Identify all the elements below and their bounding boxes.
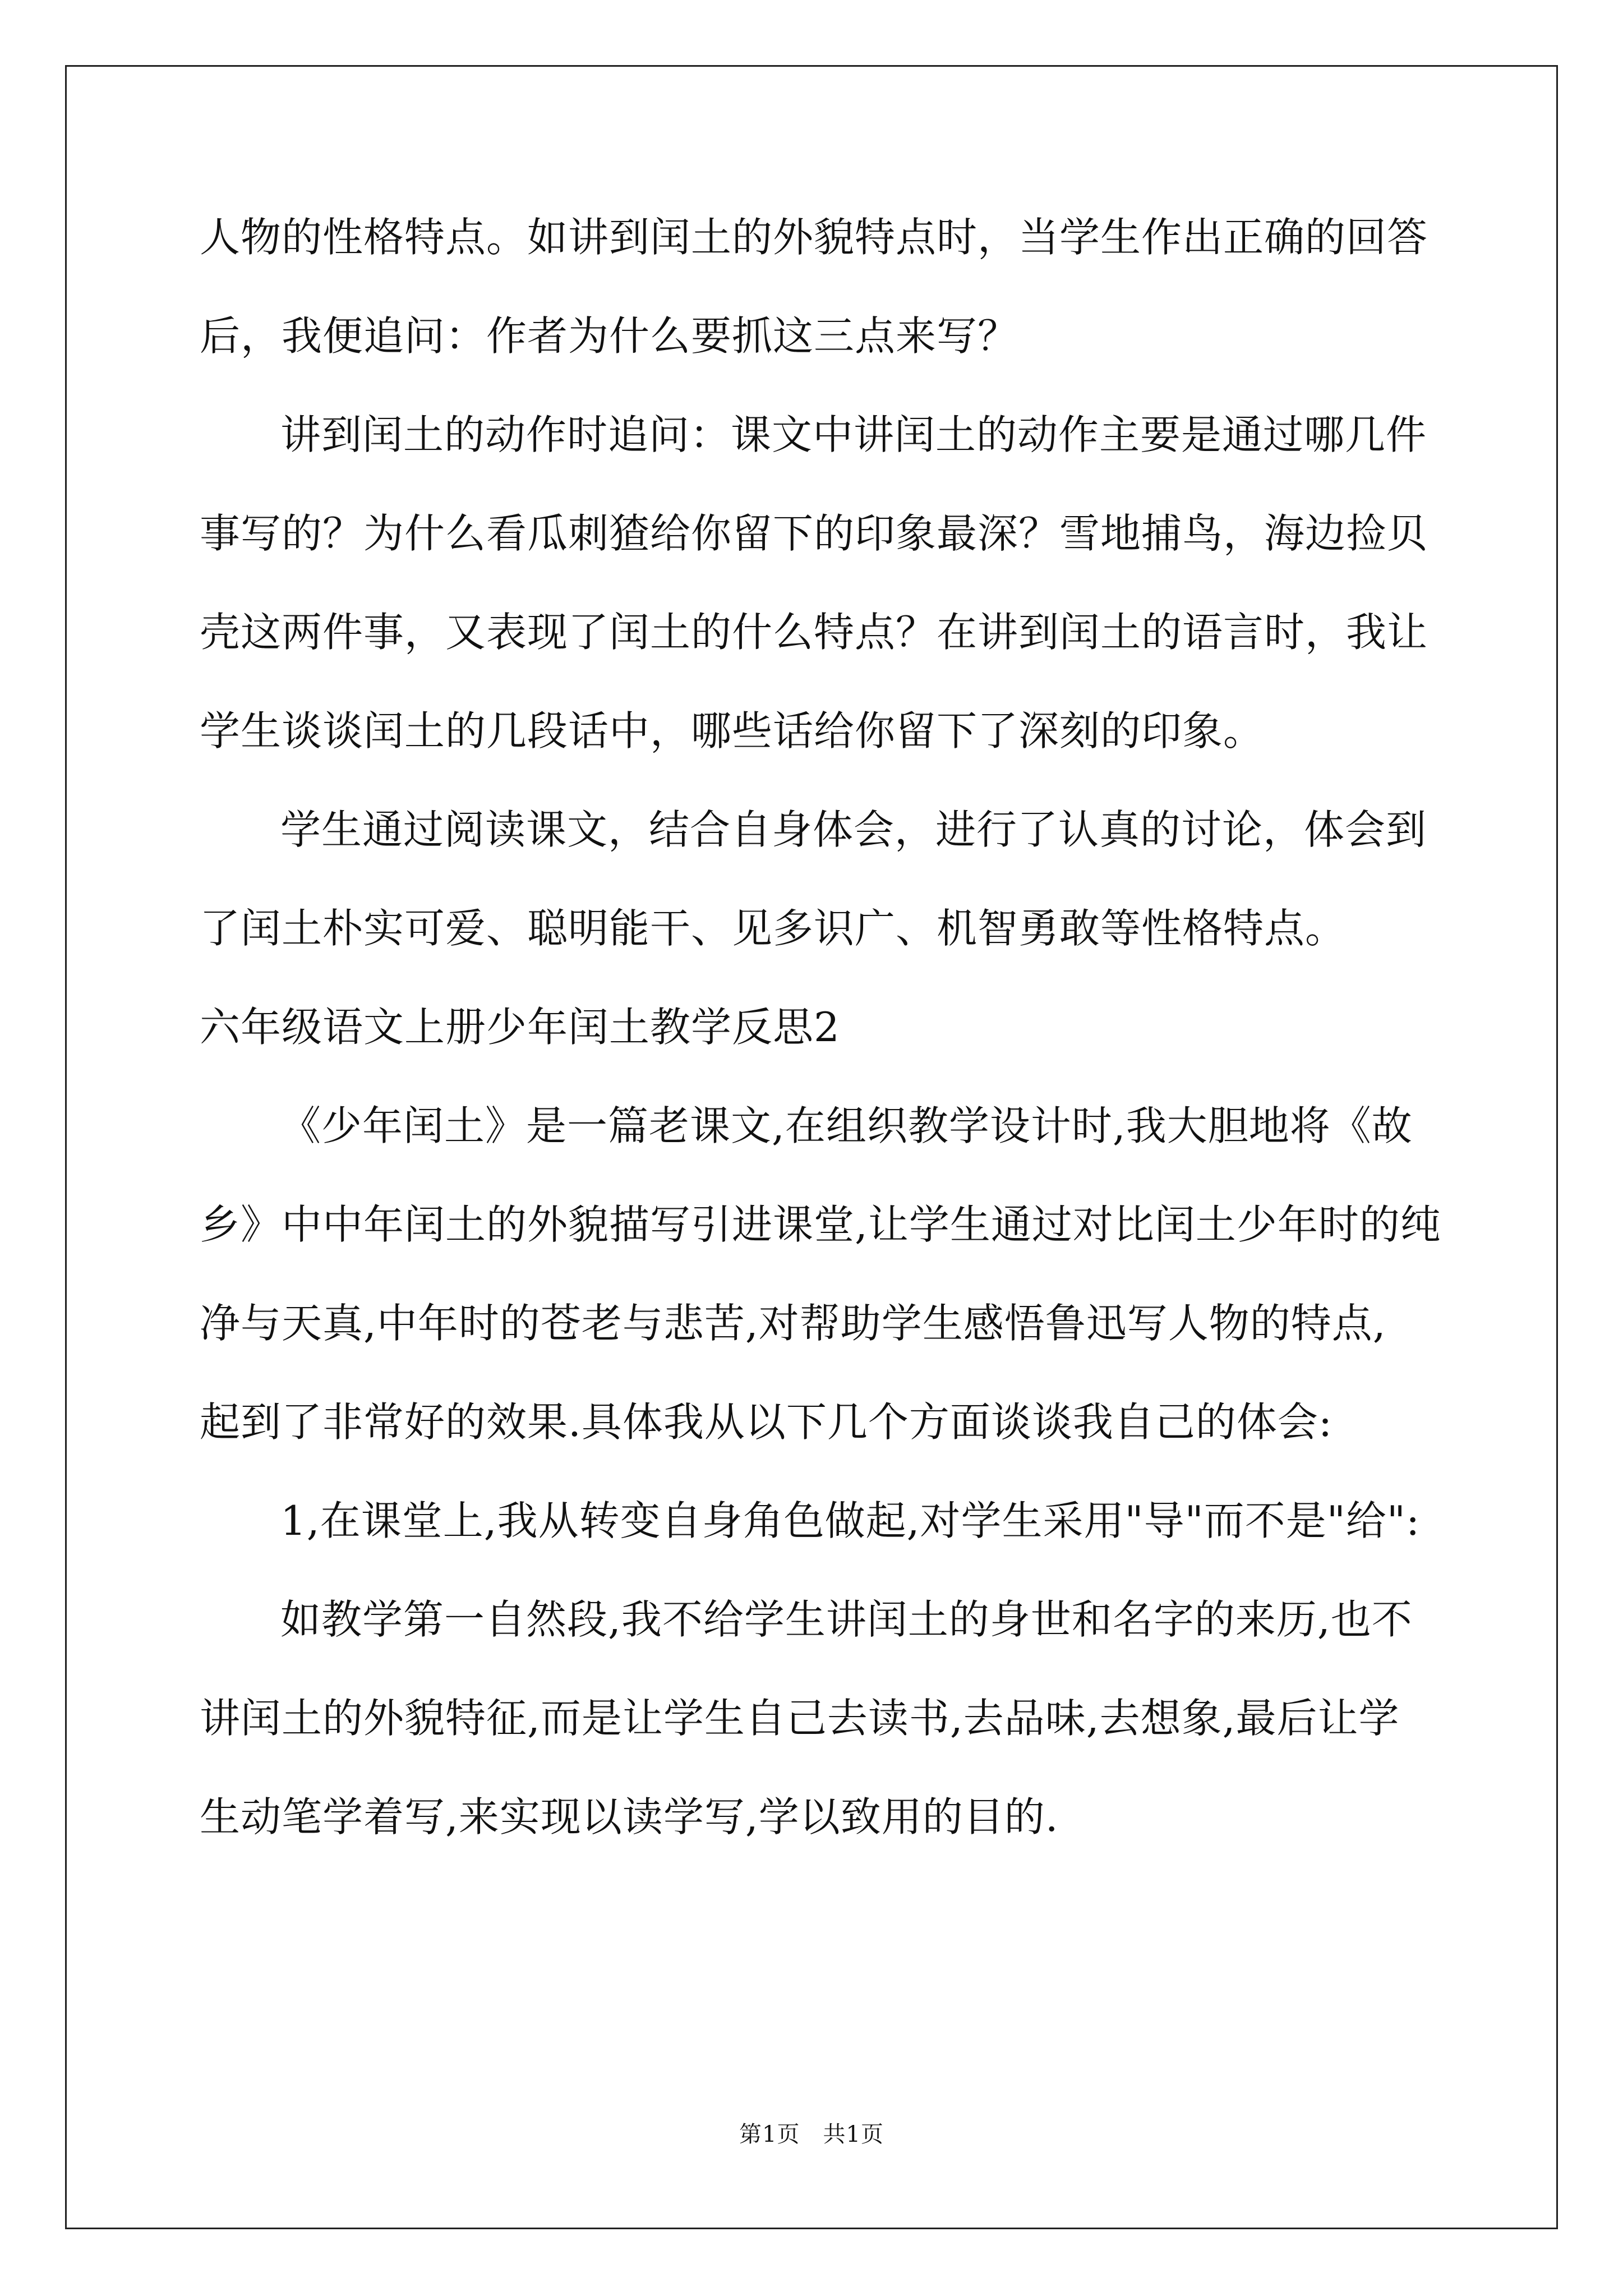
text-line: 人物的性格特点。如讲到闰土的外貌特点时，当学生作出正确的回答 (200, 214, 1428, 261)
paragraph-start: 《少年闰土》是一篇老课文,在组织教学设计时,我大胆地将《故 (280, 1102, 1413, 1149)
text-line: 净与天真,中年时的苍老与悲苦,对帮助学生感悟鲁迅写人物的特点, (200, 1300, 1386, 1347)
text-line: 乡》中中年闰土的外貌描写引进课堂,让学生通过对比闰土少年时的纯 (200, 1201, 1441, 1248)
text-line: 后，我便追问：作者为什么要抓这三点来写？ (200, 312, 1019, 360)
text-line: 了闰土朴实可爱、聪明能干、见多识广、机智勇敢等性格特点。 (200, 905, 1347, 952)
paragraph-start: 1,在课堂上,我从转变自身角色做起,对学生采用"导"而不是"给": (280, 1497, 1421, 1544)
paragraph-start: 学生通过阅读课文，结合自身体会，进行了认真的讨论，体会到 (280, 806, 1427, 853)
page-number: 第1页 共1页 (739, 2122, 884, 2147)
text-line: 起到了非常好的效果.具体我从以下几个方面谈谈我自己的体会: (200, 1398, 1333, 1446)
text-line: 学生谈谈闰土的几段话中，哪些话给你留下了深刻的印象。 (200, 707, 1265, 754)
paragraph-start: 讲到闰土的动作时追问：课文中讲闰土的动作主要是通过哪几件 (280, 411, 1427, 458)
text-line: 事写的？为什么看瓜刺猹给你留下的印象最深？雪地捕鸟，海边捡贝 (200, 510, 1428, 557)
section-heading: 六年级语文上册少年闰土教学反思2 (200, 1004, 840, 1051)
text-line: 生动笔学着写,来实现以读学写,学以致用的目的. (200, 1793, 1059, 1841)
text-line: 讲闰土的外貌特征,而是让学生自己去读书,去品味,去想象,最后让学 (200, 1695, 1400, 1742)
paragraph-start: 如教学第一自然段,我不给学生讲闰土的身世和名字的来历,也不 (280, 1596, 1413, 1643)
text-line: 壳这两件事，又表现了闰土的什么特点？在讲到闰土的语言时，我让 (200, 609, 1428, 656)
